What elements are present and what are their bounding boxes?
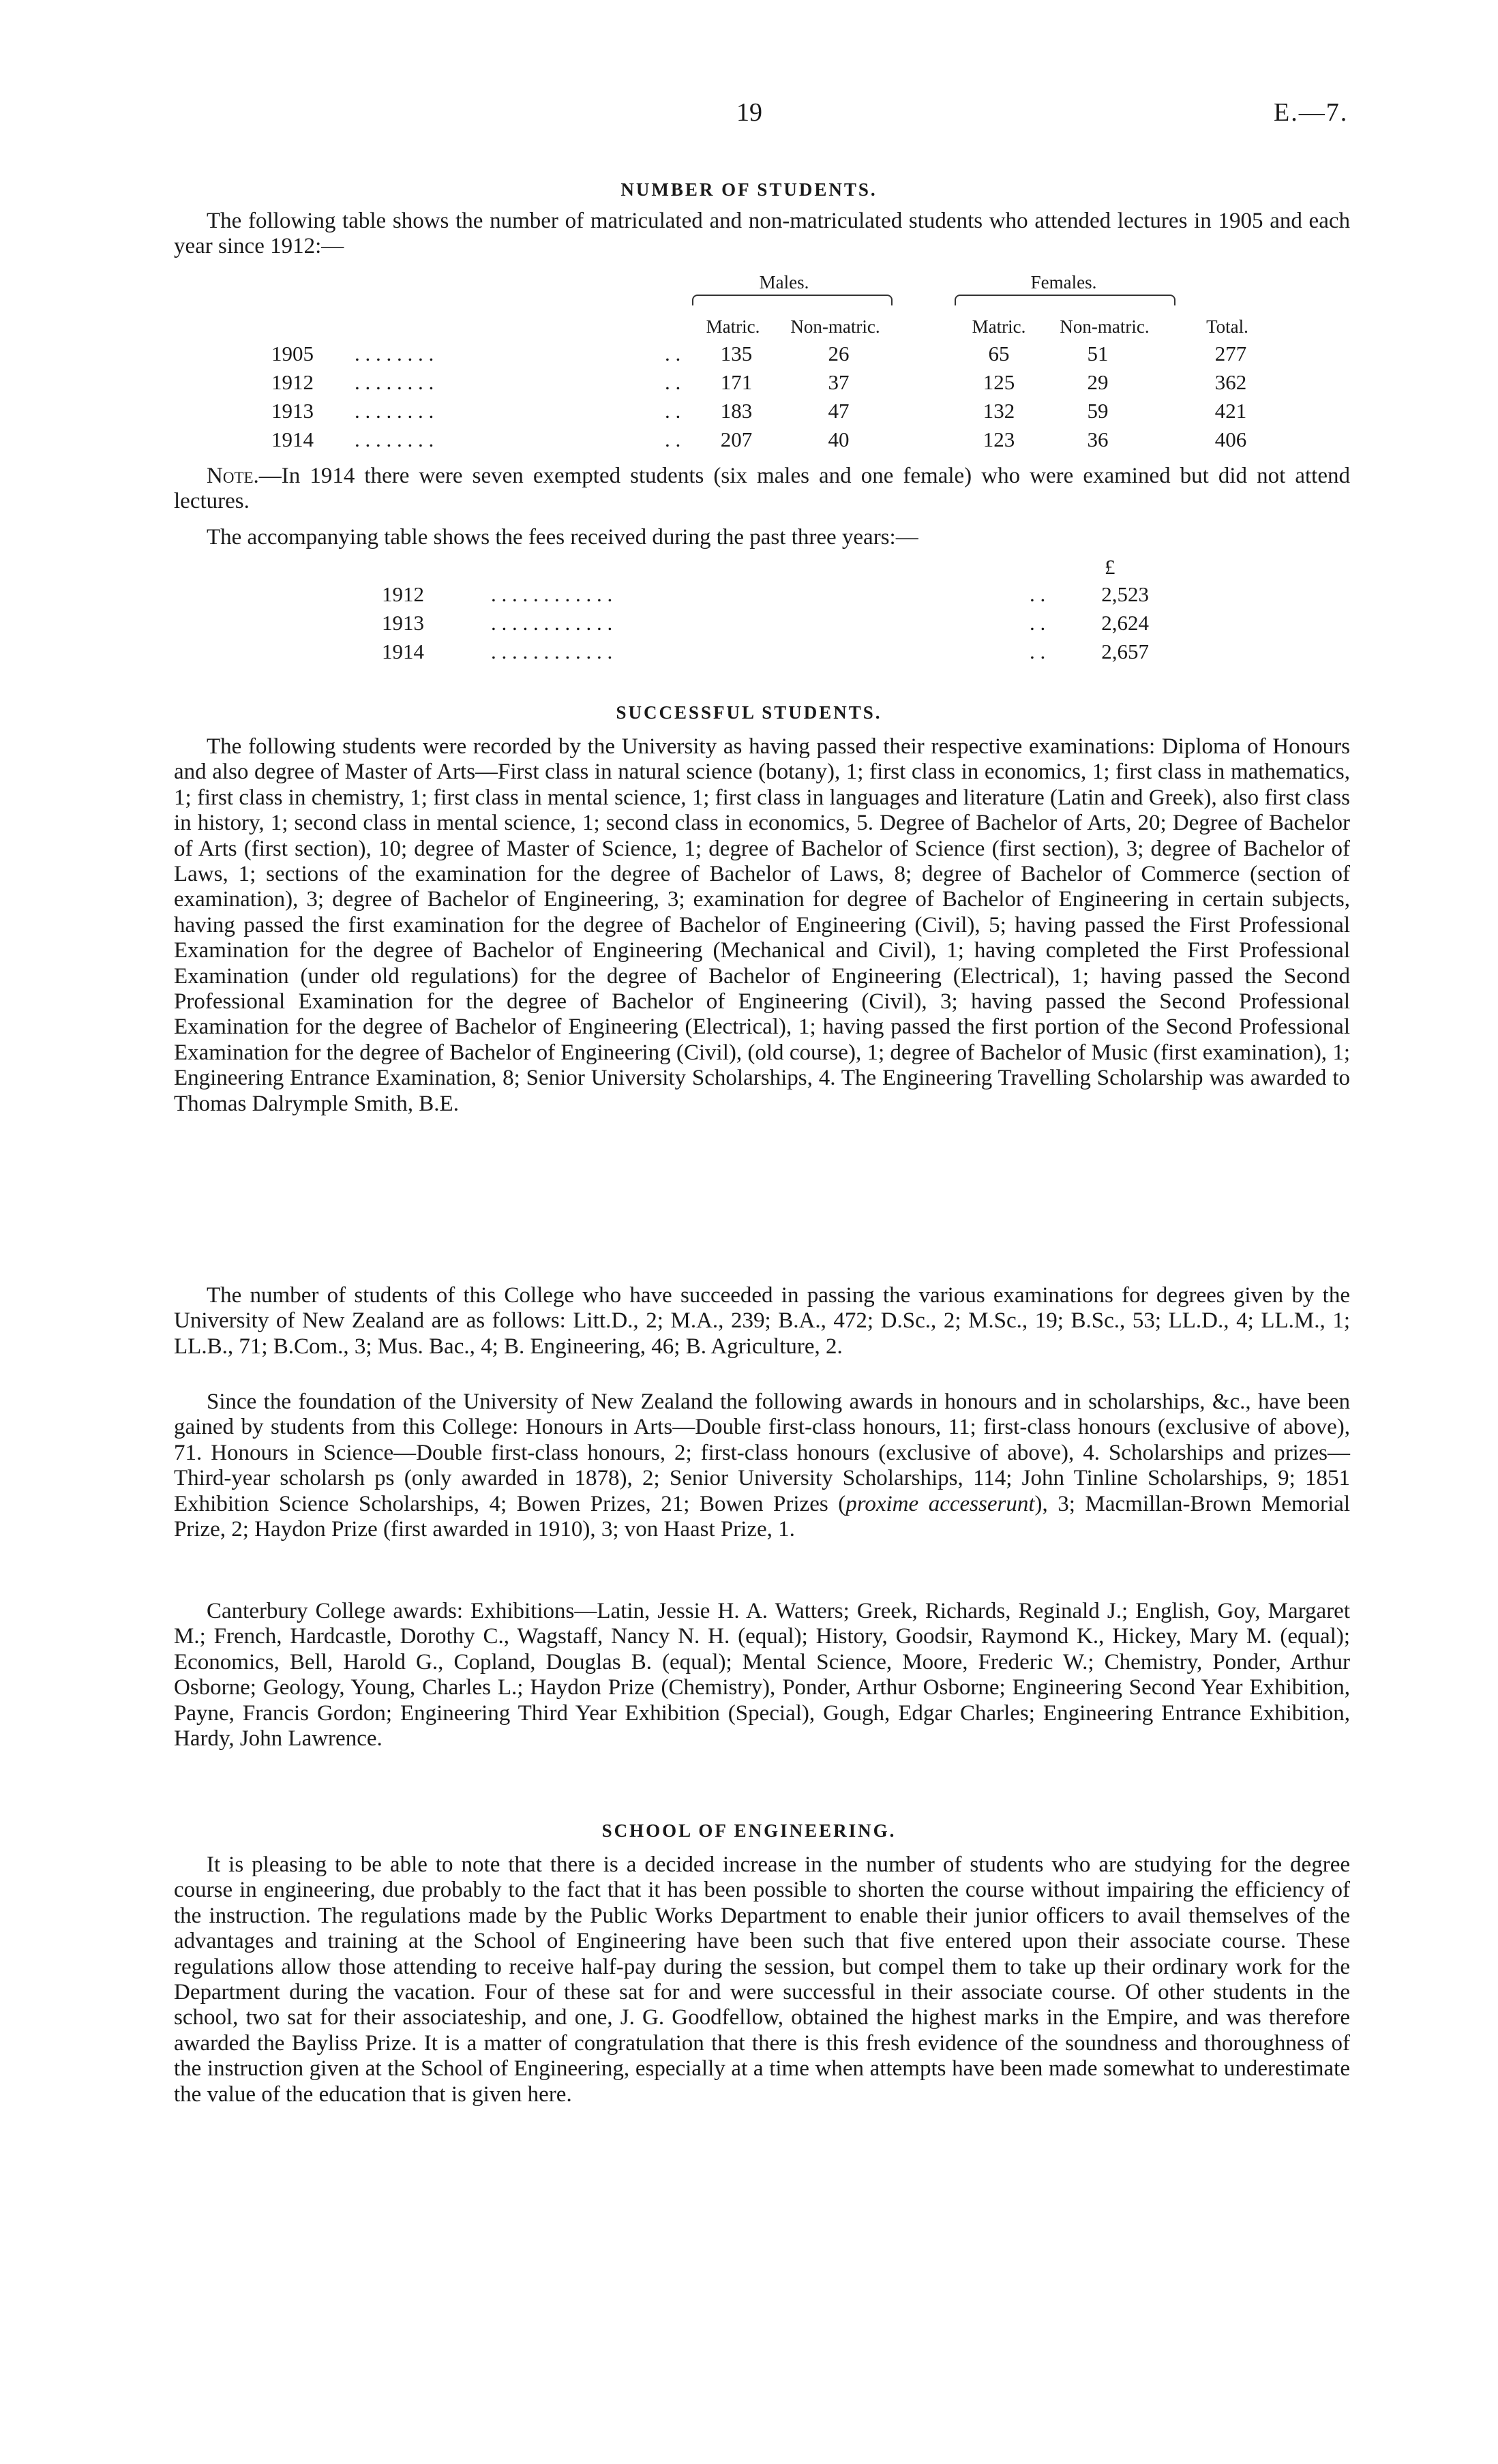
cell: 207 (720, 427, 753, 451)
females-brace (955, 295, 1175, 305)
col-male-nonmatric: Non-matric. (790, 316, 880, 337)
cell: 277 (1214, 342, 1247, 365)
cell: 406 (1214, 427, 1247, 451)
col-total: Total. (1206, 316, 1248, 337)
fees-leader-tail: . . (1030, 640, 1046, 663)
fees-leader: . . . . . . . . . . . . (491, 611, 613, 635)
successful-paragraph-4: Canterbury College awards: Exhibitions—Latin, Jessie H. A. Watters; Greek, Richards, Reginald J.; English, Goy, Margaret M.; French, Hardcastle, Dorothy C., Wagstaff, Nancy N. H. (equal); History, Goodsir, Raymond K., Hickey, Mary M. (equal); Economics, Bell, Harold G., Copland, Douglas B. (equal); Mental Science, Moore, Frederic W.; Chemistry, Ponder, Arthur Osborne; Geology, Young, Charles L.; Haydon Prize (Chemistry), Ponder, Arthur Osborne; Engineering Second Year Exhibition, Payne, Francis Gordon; Engineering Third Year Exhibition (Special), Gough, Edgar Charles; Engineering Entrance Exhibition, Hardy, John Lawrence. (174, 1599, 1350, 1752)
fees-amount: 2,523 (1101, 582, 1149, 606)
group-females: Females. (1030, 272, 1097, 292)
cell: 37 (828, 370, 850, 394)
cell: 421 (1214, 399, 1247, 423)
successful-paragraph-1: The following students were recorded by the University as having passed their respective examinations: Diploma of Honours and also degree of Master of Arts—First class in natural science (botany), 1; first class in economics, 1; first class in mathematics, 1; first class in chemistry, 1; first class in mental science, 1; first class in languages and literature (Latin and Greek), also first class in history, 1; second class in mental science, 1; second class in economics, 5. Degree of Bachelor of Arts, 20; Degree of Bachelor of Arts (first section), 10; degree of Master of Science, 1; degree of Bachelor of Science (first section), 3; degree of Bachelor of Laws, 1; sections of the examination for the degree of Bachelor of Laws, 8; degree of Bachelor of Commerce (section of examination), 3; degree of Bachelor of Engineering, 3; examination for degree of Bachelor of Engineering in certain subjects, having passed the first examination for the degree of Bachelor of Engineering (Civil), 5; having passed the First Professional Examination for the degree of Bachelor of Engineering (Mechanical and Civil), 1; having completed the First Professional Examination (under old regulations) for the degree of Bachelor of Engineering (Electrical), 1; having passed the Second Professional Examination for the degree of Bachelor of Engineering (Civil), 3; having passed the Second Professional Examination for the degree of Bachelor of Engineering (Electrical), 1; having passed the first portion of the Second Professional Examination for the degree of Bachelor of Engineering (Civil), (old course), 1; degree of Bachelor of Music (first examination), 1; Engineering Entrance Examination, 8; Senior University Scholarships, 4. The Engineering Travelling Scholarship was awarded to Thomas Dalrymple Smith, B.E. (174, 734, 1350, 1116)
cell: 171 (720, 370, 753, 394)
row-year: 1912 (271, 370, 314, 394)
italic-phrase: proxime accesserunt (845, 1491, 1035, 1516)
students-note: Note.—In 1914 there were seven exempted students (six males and one female) who were examined but did not attend lectures. (174, 464, 1350, 514)
group-males: Males. (759, 272, 809, 292)
fees-year: 1912 (382, 582, 424, 606)
students-intro: The following table shows the number of matriculated and non-matriculated students who attended lectures in 1905 and each year since 1912:— (174, 209, 1350, 259)
row-year: 1905 (271, 342, 314, 365)
engineering-paragraph: It is pleasing to be able to note that there is a decided increase in the number of students who are studying for the degree course in engineering, due probably to the fact that it has been possible to shorten the course without impairing the efficiency of the instruction. The regulations made by the Public Works Department to enable their junior officers to avail themselves of the advantages and training at the School of Engineering have been such that five entered upon their associate course. These regulations allow those attending to receive half-pay during the session, but compel them to take up their ordinary work for the Department during the vacation. Four of these sat for and were successful in their associate course. Of other students in the school, two sat for their associateship, and one, J. G. Goodfellow, obtained the highest marks in the Empire, and was therefore awarded the Bayliss Prize. It is a matter of congratulation that there is this fresh evidence of the soundness and thoroughness of the instruction given at the School of Engineering, especially at a time when attempts have been made somewhat to underestimate the value of the education that is given here. (174, 1852, 1350, 2107)
successful-paragraph-3: Since the foundation of the University of New Zealand the following awards in honours and in scholarships, &c., have been gained by students from this College: Honours in Arts—Double first-class honours, 11; first-class honours (exclusive of above), 71. Honours in Science—Double first-class honours, 2; first-class honours (exclusive of above), 4. Scholarships and prizes—Third-year scholarsh ps (only awarded in 1878), 2; Senior University Scholarships, 114; John Tinline Scholarships, 9; 1851 Exhibition Science Scholarships, 4; Bowen Prizes, 21; Bowen Prizes (proxime accesserunt), 3; Macmillan-Brown Memorial Prize, 2; Haydon Prize (first awarded in 1910), 3; von Haast Prize, 1. (174, 1389, 1350, 1542)
row-leader: . . . . . . . . (355, 370, 434, 394)
row-leader: . . . . . . . . (355, 427, 434, 451)
row-leader-tail: . . (665, 342, 681, 365)
fees-amount: 2,657 (1101, 640, 1149, 663)
cell: 135 (720, 342, 753, 365)
page-number: 19 (736, 98, 762, 127)
row-leader-tail: . . (665, 370, 681, 394)
cell: 26 (828, 342, 850, 365)
row-leader: . . . . . . . . (355, 342, 434, 365)
col-male-matric: Matric. (706, 316, 760, 337)
page-reference: E.—7. (1274, 98, 1349, 127)
fees-leader: . . . . . . . . . . . . (491, 640, 613, 663)
fees-leader: . . . . . . . . . . . . (491, 582, 613, 606)
col-female-matric: Matric. (972, 316, 1026, 337)
fees-leader-tail: . . (1030, 611, 1046, 635)
cell: 362 (1214, 370, 1247, 394)
fees-year: 1914 (382, 640, 424, 663)
cell: 59 (1087, 399, 1109, 423)
fees-year: 1913 (382, 611, 424, 635)
row-leader-tail: . . (665, 427, 681, 451)
fees-currency: £ (1105, 555, 1115, 579)
cell: 51 (1087, 342, 1109, 365)
cell: 183 (720, 399, 753, 423)
row-leader: . . . . . . . . (355, 399, 434, 423)
cell: 132 (983, 399, 1015, 423)
row-year: 1913 (271, 399, 314, 423)
fees-intro: The accompanying table shows the fees received during the past three years:— (207, 525, 918, 550)
cell: 125 (983, 370, 1015, 394)
row-leader-tail: . . (665, 399, 681, 423)
cell: 65 (988, 342, 1010, 365)
cell: 36 (1087, 427, 1109, 451)
engineering-heading: SCHOOL OF ENGINEERING. (601, 1820, 897, 1841)
successful-paragraph-2: The number of students of this College who have succeeded in passing the various examinations for degrees given by the University of New Zealand are as follows: Litt.D., 2; M.A., 239; B.A., 472; D.Sc., 2; M.Sc., 19; B.Sc., 53; LL.D., 4; LL.M., 1; LL.B., 71; B.Com., 3; Mus. Bac., 4; B. Engineering, 46; B. Agriculture, 2. (174, 1283, 1350, 1359)
cell: 123 (983, 427, 1015, 451)
cell: 40 (828, 427, 850, 451)
students-heading: NUMBER OF STUDENTS. (620, 179, 878, 200)
cell: 47 (828, 399, 850, 423)
males-brace (692, 295, 893, 305)
fees-amount: 2,624 (1101, 611, 1149, 635)
cell: 29 (1087, 370, 1109, 394)
col-female-nonmatric: Non-matric. (1060, 316, 1150, 337)
note-label: Note. (207, 464, 259, 488)
successful-heading: SUCCESSFUL STUDENTS. (616, 702, 882, 723)
fees-leader-tail: . . (1030, 582, 1046, 606)
row-year: 1914 (271, 427, 314, 451)
